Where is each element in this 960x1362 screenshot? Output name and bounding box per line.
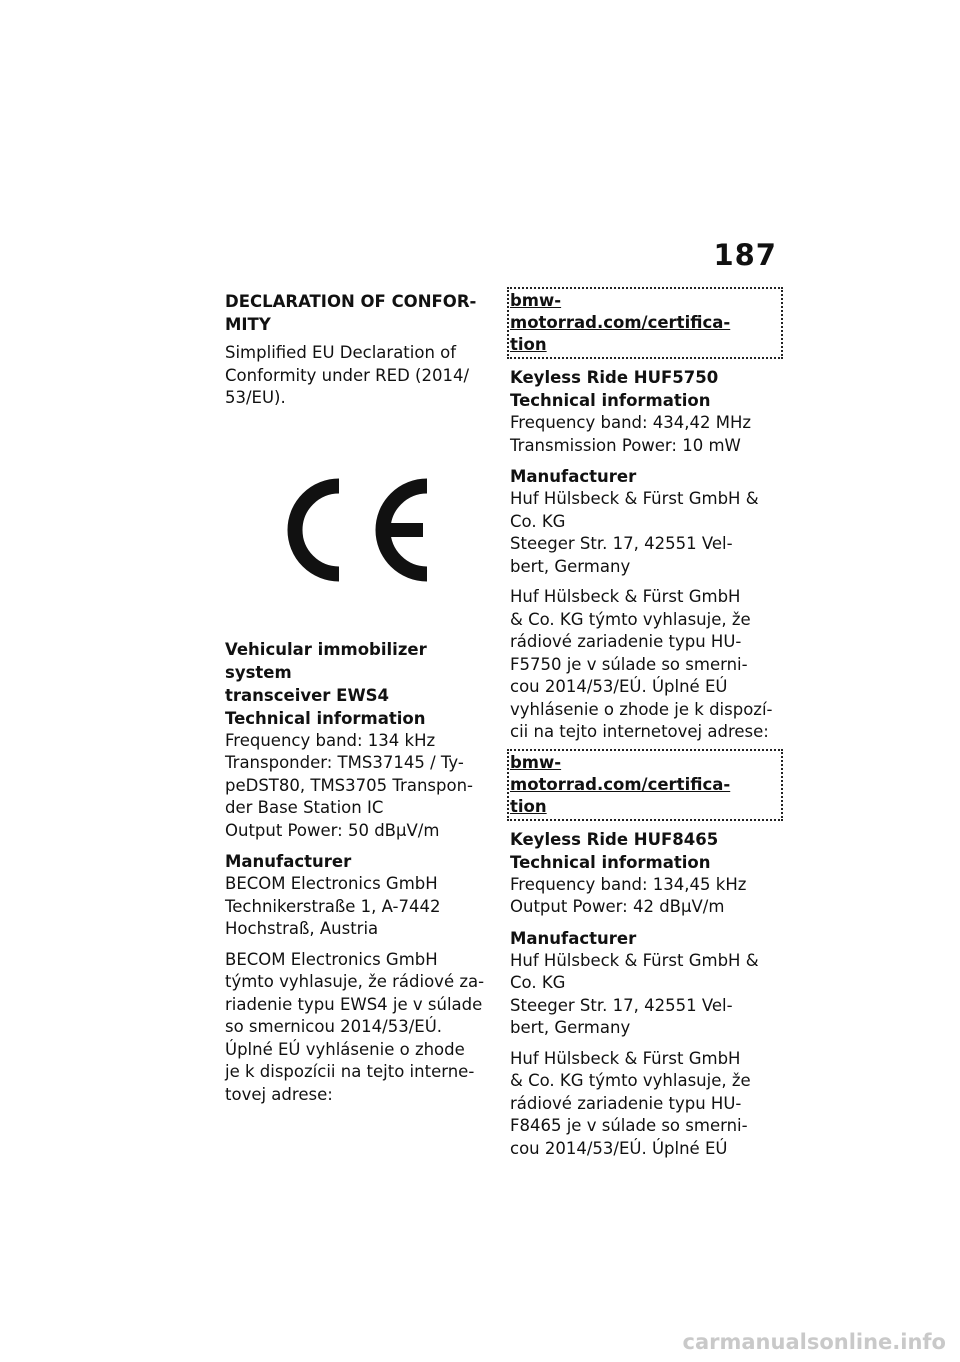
certification-link[interactable] (510, 752, 780, 818)
manufacturer-line: Co. KG (510, 511, 566, 531)
ews-specs (225, 730, 495, 843)
left-column (225, 290, 495, 1114)
huf8465-declaration (510, 1048, 780, 1161)
manufacturer-line: Steeger Str. 17, 42551 Vel- (510, 995, 733, 1015)
spec-line: Frequency band: 134,45 kHz (510, 874, 747, 894)
spec-line: Output Power: 50 dBμV/m (225, 820, 440, 840)
declaration-line: rádiové zariadenie typu HU- (510, 632, 742, 651)
declaration-line: & Co. KG týmto vyhlasuje, že (510, 1071, 751, 1090)
manufacturer-line: Huf Hülsbeck & Fürst GmbH & (510, 489, 759, 508)
ce-mark-icon (277, 472, 433, 588)
ews-tech-heading: Technical information (225, 708, 426, 728)
spec-line: Transponder: TMS37145 / Ty- (225, 753, 464, 772)
huf5750-title: Keyless Ride HUF5750 (510, 368, 719, 387)
declaration-line: tovej adrese: (225, 1084, 333, 1104)
huf5750-tech-heading: Technical information (510, 391, 711, 410)
huf8465-tech-heading: Technical information (510, 852, 711, 872)
link-line: tion (510, 335, 547, 354)
declaration-line: F8465 je v súlade so smerni- (510, 1116, 748, 1135)
declaration-line: F5750 je v súlade so smerni- (510, 654, 748, 674)
spec-line: peDST80, TMS3705 Transpon- (225, 775, 473, 795)
declaration-line: rádiové zariadenie typu HU- (510, 1093, 742, 1113)
declaration-intro (225, 342, 495, 410)
intro-line: 53/EU). (225, 388, 286, 407)
declaration-line: vyhlásenie o zhode je k dispozí- (510, 699, 773, 719)
link-line: bmw-motorrad.com/certifica- (510, 752, 731, 794)
link-line: tion (510, 796, 547, 816)
manufacturer-line: Steeger Str. 17, 42551 Vel- (510, 534, 733, 553)
declaration-line: cou 2014/53/EÚ. Úplné EÚ (510, 1138, 728, 1158)
huf5750-declaration (510, 586, 780, 744)
manufacturer-line: Co. KG (510, 973, 566, 992)
manufacturer-line: BECOM Electronics GmbH (225, 874, 438, 893)
spec-line: Output Power: 42 dBμV/m (510, 897, 725, 916)
ews-title (225, 638, 495, 707)
declaration-heading (225, 290, 495, 336)
declaration-line: BECOM Electronics GmbH (225, 949, 438, 969)
intro-line: Conformity under RED (2014/ (225, 365, 470, 385)
declaration-line: Úplné EÚ vyhlásenie o zhode (225, 1039, 465, 1059)
huf8465-title: Keyless Ride HUF8465 (510, 829, 719, 849)
ews-manufacturer-heading: Manufacturer (225, 852, 352, 871)
manufacturer-line: bert, Germany (510, 556, 631, 576)
spec-line: Frequency band: 434,42 MHz (510, 413, 752, 432)
spec-line: der Base Station IC (225, 798, 384, 817)
huf8465-manufacturer-heading: Manufacturer (510, 928, 637, 948)
ews-manufacturer (225, 873, 495, 941)
declaration-line: riadenie typu EWS4 je v súlade (225, 994, 483, 1014)
spec-line: Transmission Power: 10 mW (510, 435, 741, 455)
declaration-line: Huf Hülsbeck & Fürst GmbH (510, 1048, 741, 1068)
title-line: Vehicular immobilizer system (225, 639, 427, 682)
declaration-line: cii na tejto internetovej adrese: (510, 722, 769, 741)
huf8465-specs (510, 874, 780, 919)
declaration-line: Huf Hülsbeck & Fürst GmbH (510, 587, 741, 606)
heading-line: DECLARATION OF CONFOR- (225, 292, 477, 311)
declaration-line: so smernicou 2014/53/EÚ. (225, 1017, 443, 1036)
title-line: transceiver EWS4 (225, 685, 390, 705)
manufacturer-line: bert, Germany (510, 1018, 631, 1037)
huf5750-manufacturer-heading: Manufacturer (510, 467, 637, 486)
link-line: bmw-motorrad.com/certifica- (510, 291, 731, 332)
watermark: carmanualsonline.info (682, 1330, 946, 1354)
huf8465-manufacturer (510, 950, 780, 1040)
heading-line: MITY (225, 315, 271, 334)
manufacturer-line: Technikerstraße 1, A-7442 (225, 896, 441, 916)
huf5750-manufacturer (510, 488, 780, 578)
manufacturer-line: Hochstraß, Austria (225, 919, 379, 938)
right-column (510, 290, 780, 1168)
huf5750-specs (510, 412, 780, 457)
ews-declaration (225, 949, 495, 1107)
manufacturer-line: Huf Hülsbeck & Fürst GmbH & (510, 950, 759, 970)
declaration-line: & Co. KG týmto vyhlasuje, že (510, 609, 751, 629)
intro-line: Simplified EU Declaration of (225, 343, 457, 362)
declaration-line: cou 2014/53/EÚ. Úplné EÚ (510, 677, 728, 696)
page-number: 187 (713, 238, 777, 272)
declaration-line: je k dispozícii na tejto interne- (225, 1062, 475, 1081)
spec-line: Frequency band: 134 kHz (225, 730, 436, 750)
certification-link[interactable] (510, 290, 780, 356)
declaration-line: týmto vyhlasuje, že rádiové za- (225, 972, 485, 991)
